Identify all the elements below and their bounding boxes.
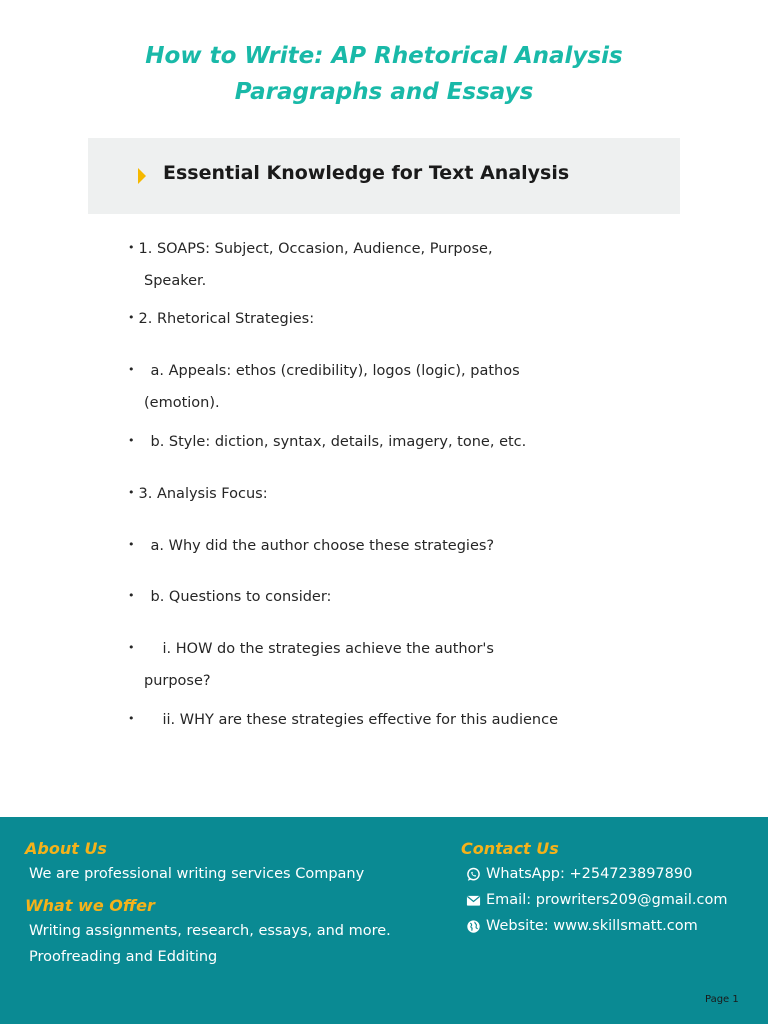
contact-heading: Contact Us (461, 839, 559, 858)
contact-email[interactable] (466, 892, 727, 908)
item-text-cont: purpose? (144, 673, 211, 689)
item-text: 3. Analysis Focus: (138, 486, 268, 502)
list-item (128, 232, 548, 297)
contact-text: Website: www.skillsmatt.com (486, 918, 698, 934)
item-text: 1. SOAPS: Subject, Occasion, Audience, Purpose, (138, 241, 493, 257)
item-text: b. Questions to consider: (150, 589, 332, 605)
list-item (128, 477, 548, 510)
item-text: 2. Rhetorical Strategies: (138, 311, 315, 327)
item-text-cont: Speaker. (144, 273, 207, 289)
list-item (128, 703, 558, 736)
page-number: Page 1 (705, 994, 739, 1005)
bullet: • (128, 641, 135, 654)
list-item (128, 302, 548, 335)
about-text: We are professional writing services Company (29, 866, 365, 882)
bullet: • (128, 241, 135, 254)
bullet: • (128, 363, 135, 376)
offer-text: Proofreading and Edditing (29, 949, 218, 965)
item-text: ii. WHY are these strategies effective for this audience (162, 712, 558, 728)
caret-right-icon (138, 168, 146, 184)
list-item (128, 425, 548, 458)
item-text: i. HOW do the strategies achieve the author's (162, 641, 494, 657)
document-title: How to Write: AP Rhetorical Analysis Paragraphs and Essays (145, 43, 623, 105)
contact-text: Email: prowriters209@gmail.com (486, 892, 728, 908)
bullet: • (128, 486, 135, 499)
item-text: a. Appeals: ethos (credibility), logos (logic), pathos (150, 363, 520, 379)
bullet: • (128, 538, 135, 551)
item-text: a. Why did the author choose these strategies? (150, 538, 495, 554)
item-text: b. Style: diction, syntax, details, imagery, tone, etc. (150, 434, 527, 450)
offer-text: Writing assignments, research, essays, and more. (29, 923, 391, 939)
bullet: • (128, 712, 135, 725)
list-item (128, 354, 548, 419)
contact-whatsapp[interactable] (466, 866, 692, 882)
contact-website[interactable] (466, 918, 698, 934)
offer-heading: What we Offer (25, 896, 155, 915)
section-header (88, 138, 680, 214)
list-item (128, 580, 548, 613)
contact-text: WhatsApp: +254723897890 (486, 866, 693, 882)
whatsapp-icon (466, 867, 481, 882)
footer (0, 817, 768, 1024)
bullet: • (128, 311, 135, 324)
item-text-cont: (emotion). (144, 395, 220, 411)
section-heading: Essential Knowledge for Text Analysis (163, 162, 570, 184)
about-heading: About Us (25, 839, 107, 858)
list-item (128, 632, 548, 697)
list-item (128, 529, 548, 562)
globe-icon (466, 919, 481, 934)
envelope-icon (466, 893, 481, 908)
bullet: • (128, 434, 135, 447)
bullet: • (128, 589, 135, 602)
